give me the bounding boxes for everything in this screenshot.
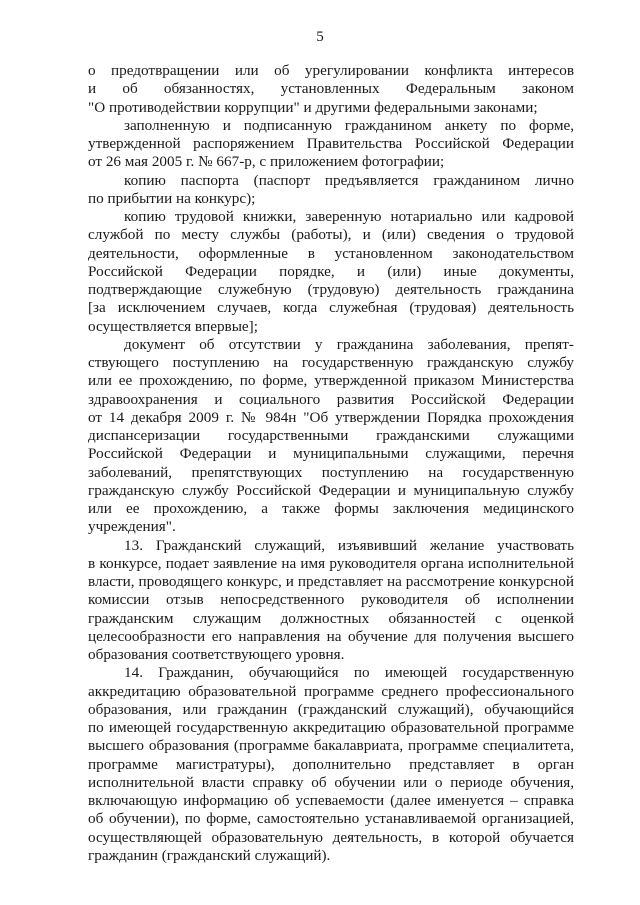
text-line: о предотвращении или об урегулировании конфликта интересов <box>88 62 574 79</box>
paragraph-p6 <box>88 537 574 665</box>
text-line: целесообразности его направления на обучение для получения высшего <box>88 627 574 645</box>
text-line: включающую информацию об успеваемости (далее именуется – справка <box>88 792 574 809</box>
page-number: 5 <box>316 29 324 45</box>
text-line: комиссии отзыв непосредственного руководителя об исполнении <box>88 591 574 609</box>
text-line: копию паспорта (паспорт предъявляется гражданином лично <box>124 171 574 189</box>
text-line: Российской Федерации и муниципальными служащими, перечня <box>88 445 574 463</box>
text-line: от 26 мая 2005 г. № 667-р, с приложением фотографии; <box>88 153 445 171</box>
text-line: осуществляется впервые]; <box>88 317 258 335</box>
paragraph-p2 <box>88 117 574 172</box>
text-line: ствующего поступлению на государственную гражданскую службу <box>88 354 574 371</box>
text-line: образования, или гражданин (гражданский служащий), обучающийся <box>88 700 574 718</box>
text-line: в конкурсе, подает заявление на имя руководителя органа исполнительной <box>88 554 574 572</box>
text-line: по имеющей государственную аккредитацию образовательной программе <box>88 719 574 736</box>
text-line: или ее прохождению, а также формы заключения медицинского <box>88 500 574 517</box>
paragraph-p1 <box>88 62 574 117</box>
document-body <box>88 62 574 865</box>
paragraph-p5 <box>88 336 574 537</box>
text-line: 13. Гражданский служащий, изъявивший желание участвовать <box>124 536 574 554</box>
text-line: программе магистратуры), дополнительно представляет в орган <box>88 755 574 773</box>
text-line: гражданин (гражданский служащий). <box>88 846 331 864</box>
text-line: документ об отсутствии у гражданина заболевания, препят- <box>124 335 574 353</box>
text-line: подтверждающие служебную (трудовую) деятельность гражданина <box>88 281 574 298</box>
text-line: учреждения". <box>88 518 176 536</box>
text-line: диспансеризации государственными гражданскими служащими <box>88 427 574 444</box>
text-line: гражданскую службу Российской Федерации и муниципальную службу <box>88 481 574 499</box>
text-line: исполнительной власти справку об обучении или о периоде обучения, <box>88 773 574 791</box>
text-line: здравоохранения и социального развития Российской Федерации <box>88 390 574 408</box>
text-line: заполненную и подписанную гражданином анкету по форме, <box>124 116 574 134</box>
text-line: об обучении), по форме, самостоятельно устанавливаемой организацией, <box>88 810 574 828</box>
text-line: 14. Гражданин, обучающийся по имеющей государственную <box>124 664 574 682</box>
text-line: заболеваний, препятствующих поступлению на государственную <box>88 463 574 481</box>
text-line: аккредитацию образовательной программе среднего профессионального <box>88 682 574 700</box>
text-line: осуществляющей образовательную деятельность, в которой обучается <box>88 828 574 846</box>
text-line: Российской Федерации порядке, и (или) иные документы, <box>88 262 574 280</box>
paragraph-p4 <box>88 208 574 336</box>
text-line: утвержденной распоряжением Правительства Российской Федерации <box>88 135 574 152</box>
text-line: копию трудовой книжки, заверенную нотариально или кадровой <box>124 208 574 225</box>
text-line: службой по месту службы (работы), и (или) сведения о трудовой <box>88 226 574 244</box>
paragraph-p3 <box>88 172 574 209</box>
text-line: деятельности, оформленные в установленном законодательством <box>88 244 574 262</box>
text-line: [за исключением случаев, когда служебная (трудовая) деятельность <box>88 299 574 317</box>
text-line: от 14 декабря 2009 г. № 984н "Об утверждении Порядка прохождения <box>88 408 574 426</box>
text-line: высшего образования (программе бакалавриата, программе специалитета, <box>88 737 574 755</box>
text-line: и об обязанностях, установленных Федеральным законом <box>88 80 574 98</box>
paragraph-p7 <box>88 664 574 865</box>
text-line: гражданским служащим должностных обязанностей с оценкой <box>88 609 574 627</box>
text-line: власти, проводящего конкурс, и представляет на рассмотрение конкурсной <box>88 573 574 590</box>
text-line: образования соответствующего уровня. <box>88 646 345 663</box>
text-line: или ее прохождению, по форме, утвержденной приказом Министерства <box>88 372 574 390</box>
text-line: по прибытии на конкурс); <box>88 189 256 207</box>
text-line: "О противодействии коррупции" и другими федеральными законами; <box>88 98 538 116</box>
